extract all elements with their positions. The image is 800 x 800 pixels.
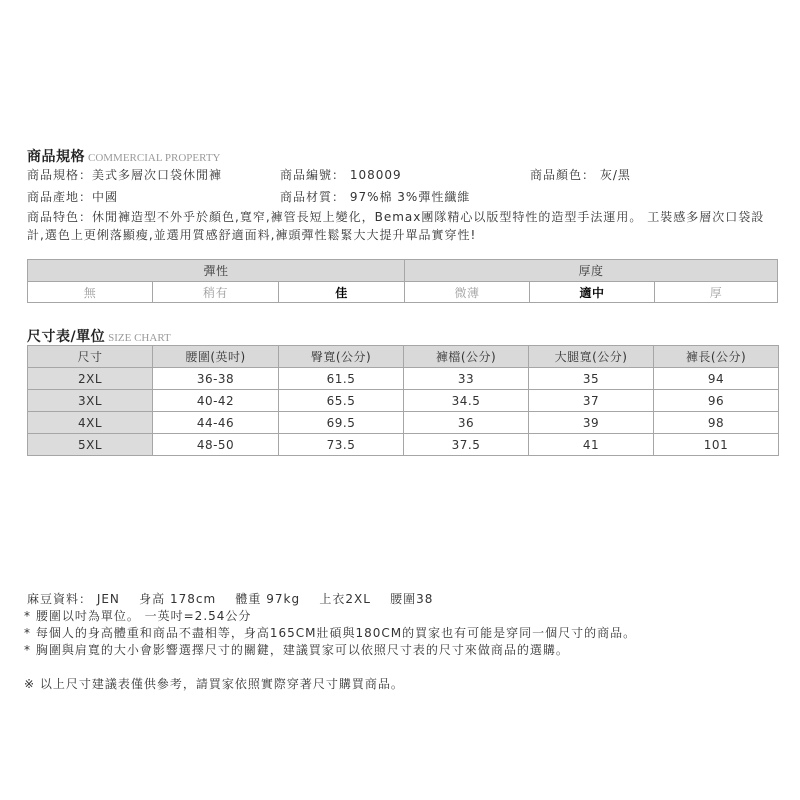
waist-cell: 48-50 [153, 434, 279, 456]
thigh-cell: 37 [529, 390, 654, 412]
rise-cell: 34.5 [404, 390, 529, 412]
size-chart-header: 尺寸 [28, 346, 153, 368]
note-line: * 胸圍與肩寬的大小會影響選擇尺寸的關鍵，建議買家可以依照尺寸表的尺寸來做商品的選購。 [24, 643, 569, 657]
model-info: 麻豆資料： JEN 身高 178cm 體重 97kg 上衣2XL 腰圍38 [27, 592, 434, 606]
spec-material: 商品材質： 97%棉 3%彈性纖維 [280, 190, 471, 204]
length-cell: 101 [654, 434, 779, 456]
spec-title: 商品規格 [27, 149, 85, 165]
size-chart-row [28, 434, 779, 456]
hip-cell: 69.5 [279, 412, 404, 434]
thickness-option: 微薄 [405, 282, 530, 303]
waist-cell: 36-38 [153, 368, 279, 390]
size-cell: 5XL [28, 434, 153, 456]
size-chart-title-en: SIZE CHART [108, 332, 171, 344]
rise-cell: 36 [404, 412, 529, 434]
thigh-cell: 41 [529, 434, 654, 456]
thickness-option: 厚 [655, 282, 778, 303]
size-chart-row [28, 390, 779, 412]
size-cell: 4XL [28, 412, 153, 434]
disclaimer: ※ 以上尺寸建議表僅供參考，請買家依照實際穿著尺寸購買商品。 [24, 677, 404, 691]
size-cell: 2XL [28, 368, 153, 390]
hip-cell: 73.5 [279, 434, 404, 456]
size-chart-header-row [28, 346, 779, 368]
spec-style: 商品規格：美式多層次口袋休閒褲 [27, 168, 223, 182]
rise-cell: 33 [404, 368, 529, 390]
thickness-label: 厚度 [405, 260, 778, 282]
spec-title-en: COMMERCIAL PROPERTY [88, 152, 221, 164]
thigh-cell: 35 [529, 368, 654, 390]
hip-cell: 65.5 [279, 390, 404, 412]
thickness-option: 適中 [530, 282, 655, 303]
size-chart-row [28, 368, 779, 390]
size-chart-header: 臀寬(公分) [279, 346, 404, 368]
length-cell: 96 [654, 390, 779, 412]
note-line: * 腰圍以吋為單位。 一英吋=2.54公分 [24, 609, 252, 623]
rise-cell: 37.5 [404, 434, 529, 456]
size-chart-header: 腰圍(英吋) [153, 346, 279, 368]
waist-cell: 44-46 [153, 412, 279, 434]
elasticity-options [28, 282, 405, 303]
size-chart-header: 褲長(公分) [654, 346, 779, 368]
elasticity-option: 無 [28, 282, 153, 303]
size-chart-row [28, 412, 779, 434]
thigh-cell: 39 [529, 412, 654, 434]
spec-section-title [27, 146, 220, 166]
elasticity-option: 稍有 [153, 282, 279, 303]
hip-cell: 61.5 [279, 368, 404, 390]
elasticity-table [27, 259, 405, 303]
spec-item-no: 商品編號： 108009 [280, 168, 402, 182]
size-chart-title: 尺寸表/單位 [27, 329, 106, 345]
size-chart-table [27, 345, 779, 456]
size-chart-header: 褲檔(公分) [404, 346, 529, 368]
spec-origin: 商品產地：中國 [27, 190, 119, 204]
length-cell: 94 [654, 368, 779, 390]
thickness-options [405, 282, 778, 303]
spec-color: 商品顏色： 灰/黑 [530, 168, 631, 182]
size-chart-header: 大腿寬(公分) [529, 346, 654, 368]
elasticity-option: 佳 [279, 282, 405, 303]
waist-cell: 40-42 [153, 390, 279, 412]
notes-section [24, 591, 636, 693]
thickness-table [404, 259, 778, 303]
size-cell: 3XL [28, 390, 153, 412]
spec-feature: 商品特色：休閒褲造型不外乎於顏色,寬窄,褲管長短上變化，Bemax團隊精心以版型特性的造型手法運用。 工裝感多層次口袋設計,選色上更俐落顯瘦,並選用質感舒適面料,褲頭彈性鬆緊大大提升單品實穿性! [27, 210, 765, 242]
size-chart-section-title [27, 326, 171, 346]
note-line: * 每個人的身高體重和商品不盡相等，身高165CM壯碩與180CM的買家也有可能是穿同一個尺寸的商品。 [24, 626, 637, 640]
elasticity-label: 彈性 [28, 260, 405, 282]
length-cell: 98 [654, 412, 779, 434]
